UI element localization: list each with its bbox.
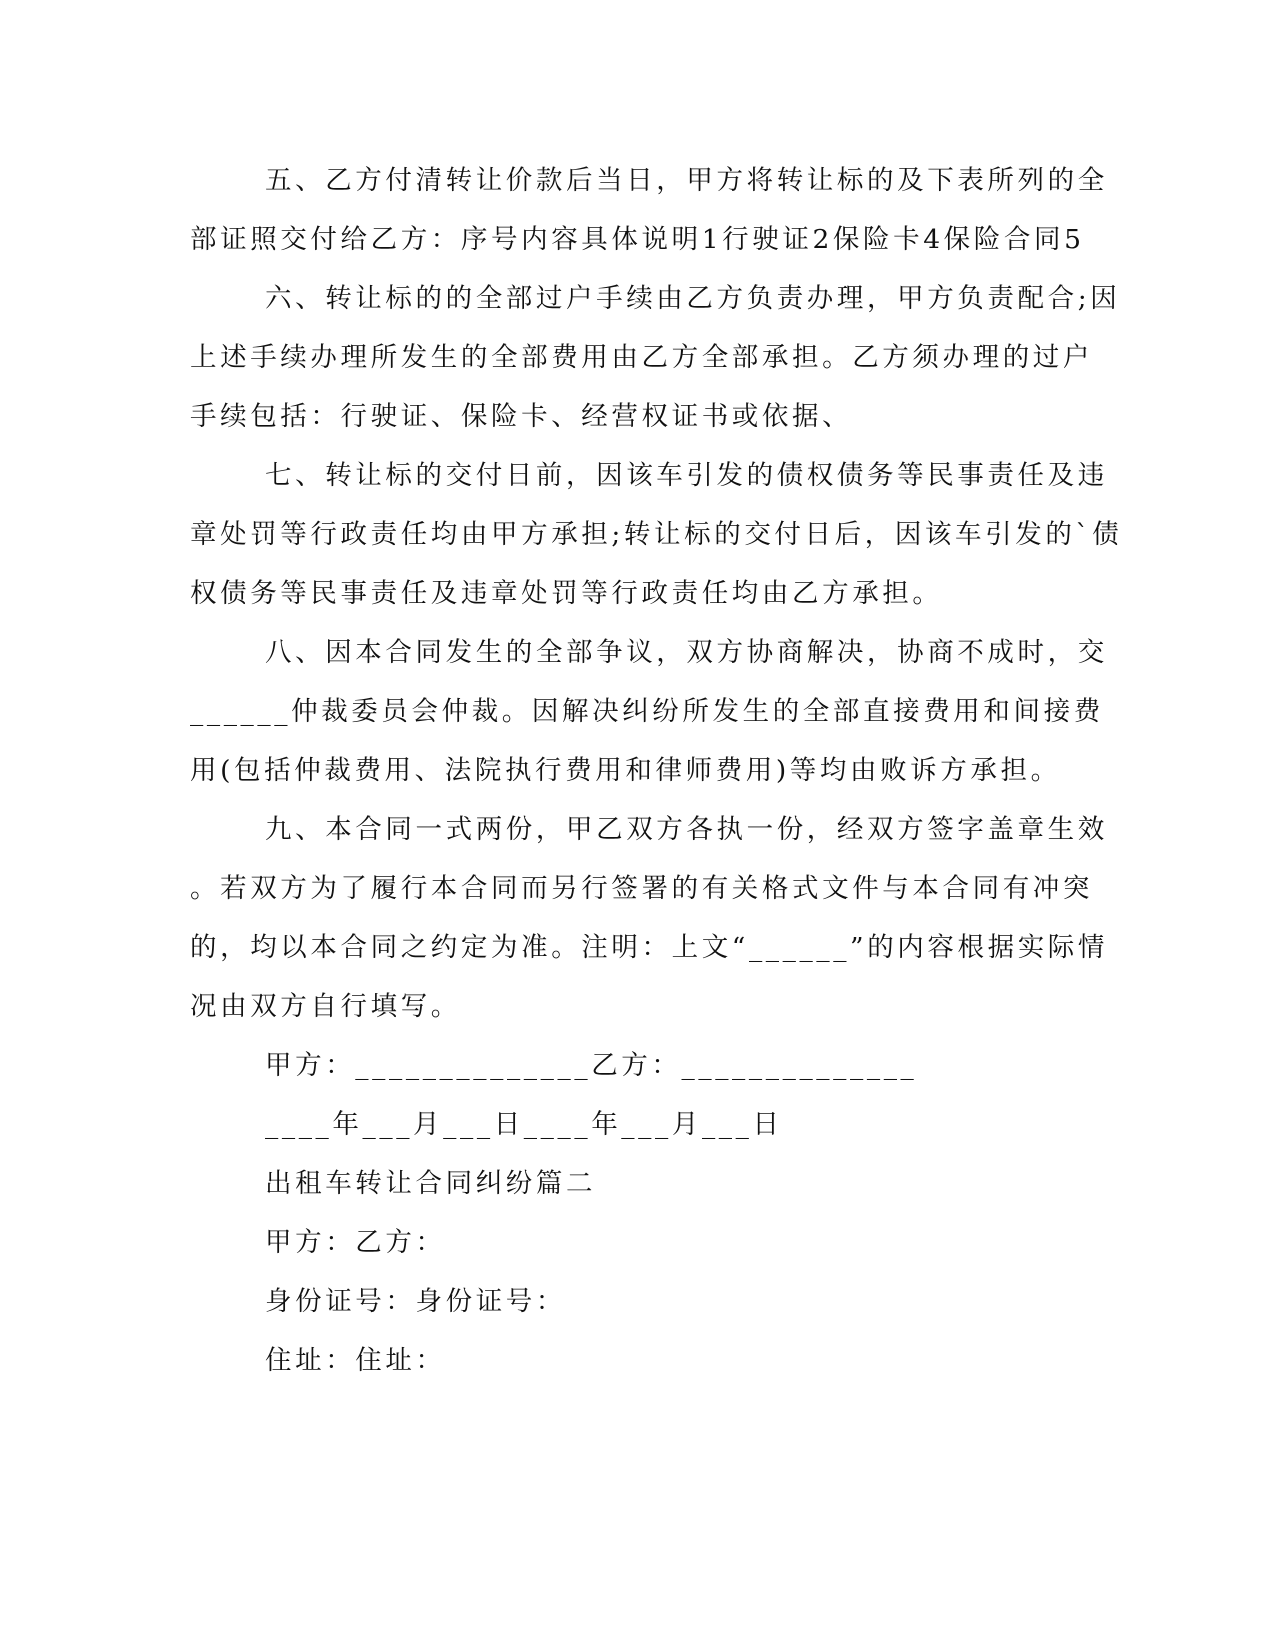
clause-7-line-2: 章处罚等行政责任均由甲方承担;转让标的交付日后，因该车引发的`债 (190, 519, 1123, 550)
clause-6-line-2: 上述手续办理所发生的全部费用由乙方全部承担。乙方须办理的过户 (190, 342, 1093, 373)
parties-line: 甲方：乙方： (265, 1227, 446, 1258)
clause-5-line-2: 部证照交付给乙方：序号内容具体说明1行驶证2保险卡4保险合同5 (190, 224, 1085, 255)
clause-6-line-3: 手续包括：行驶证、保险卡、经营权证书或依据、 (190, 401, 853, 432)
clause-5-line-1: 五、乙方付清转让价款后当日，甲方将转让标的及下表所列的全 (265, 165, 1108, 196)
clause-9-line-1: 九、本合同一式两份，甲乙双方各执一份，经双方签字盖章生效 (265, 814, 1108, 845)
clause-9-line-4: 况由双方自行填写。 (190, 991, 461, 1022)
signature-line: 甲方：______________乙方：______________ (265, 1050, 918, 1081)
clause-7-line-3: 权债务等民事责任及违章处罚等行政责任均由乙方承担。 (190, 578, 943, 609)
section-heading: 出租车转让合同纠纷篇二 (265, 1168, 597, 1199)
clause-8-line-1: 八、因本合同发生的全部争议，双方协商解决，协商不成时，交 (265, 637, 1108, 668)
clause-9-line-2: 。若双方为了履行本合同而另行签署的有关格式文件与本合同有冲突 (190, 873, 1093, 904)
clause-9-line-3: 的，均以本合同之约定为准。注明：上文“______”的内容根据实际情 (190, 932, 1108, 963)
clause-7-line-1: 七、转让标的交付日前，因该车引发的债权债务等民事责任及违 (265, 460, 1108, 491)
clause-6-line-1: 六、转让标的的全部过户手续由乙方负责办理，甲方负责配合;因 (265, 283, 1121, 314)
clause-8-line-2: ______仲裁委员会仲裁。因解决纠纷所发生的全部直接费用和间接费 (190, 696, 1104, 727)
address-line: 住址：住址： (265, 1345, 446, 1376)
id-number-line: 身份证号：身份证号： (265, 1286, 566, 1317)
clause-8-line-3: 用(包括仲裁费用、法院执行费用和律师费用)等均由败诉方承担。 (190, 755, 1061, 786)
date-line: ____年___月___日____年___月___日 (265, 1109, 783, 1140)
